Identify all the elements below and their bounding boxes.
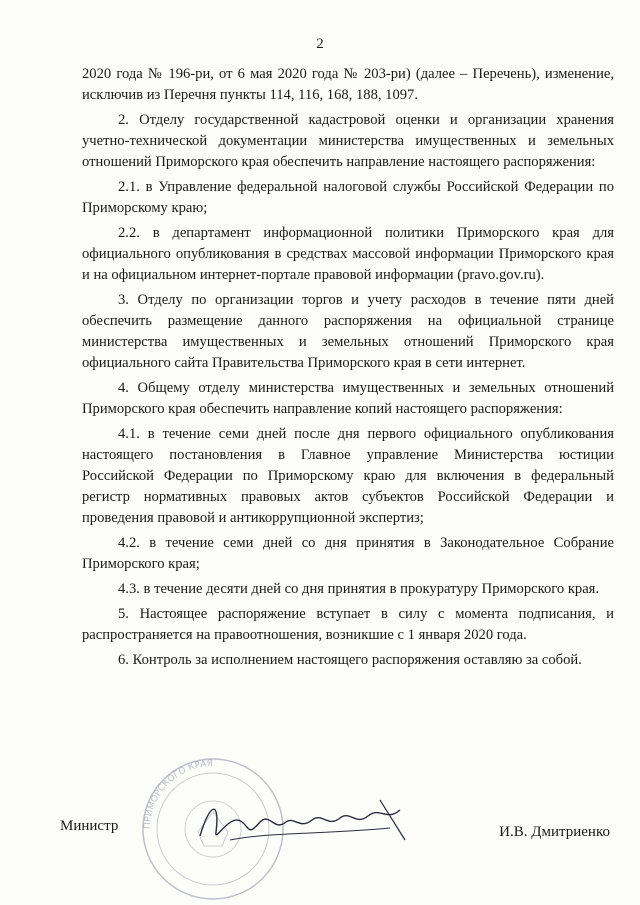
signatory-name: И.В. Дмитриенко — [499, 824, 610, 840]
page-number: 2 — [316, 36, 324, 52]
paragraph-4-1: 4.1. в течение семи дней после дня первого официального опубликования настоящего постановления в Главное управление Министерства юстиции Российской Федерации по Приморскому краю для включения в федеральный регистр нормативных правовых актов субъектов Российской Федерации и проведения правовой и антикоррупционной экспертиз; — [82, 426, 614, 526]
document-body — [82, 64, 614, 675]
paragraph-5: 5. Настоящее распоряжение вступает в силу с момента подписания, и распространяется на правоотношения, возникшие с 1 января 2020 года. — [82, 606, 614, 643]
handwritten-signature — [190, 792, 420, 852]
paragraph-4-2: 4.2. в течение семи дней со дня принятия в Законодательное Собрание Приморского края; — [82, 535, 614, 572]
paragraph-4-3: 4.3. в течение десяти дней со дня принятия в прокуратуру Приморского края. — [118, 581, 600, 597]
paragraph-2-1: 2.1. в Управление федеральной налоговой службы Российской Федерации по Приморскому краю; — [82, 179, 614, 216]
paragraph-4: 4. Общему отделу министерства имущественных и земельных отношений Приморского края обеспечить направление копий настоящего распоряжения: — [82, 380, 614, 417]
paragraph-2-2: 2.2. в департамент информационной политики Приморского края для официального опубликования в средствах массовой информации Приморского края и на официальном интернет-портале правовой информации (pravo.gov.ru). — [82, 225, 614, 283]
signature-block — [60, 758, 620, 880]
paragraph-1: 2020 года № 196-ри, от 6 мая 2020 года № 203-ри) (далее – Перечень), изменение, исключив из Перечня пункты 114, 116, 168, 188, 1097. — [82, 66, 614, 103]
paragraph-2: 2. Отделу государственной кадастровой оценки и организации хранения учетно-технической документации министерства имущественных и земельных отношений Приморского края обеспечить направление настоящего распоряжения: — [82, 112, 614, 170]
paragraph-6: 6. Контроль за исполнением настоящего распоряжения оставляю за собой. — [118, 652, 582, 668]
stamp-text: ПРИМОРСКОГО КРАЯ — [142, 758, 214, 830]
paragraph-3: 3. Отделу по организации торгов и учету расходов в течение пяти дней обеспечить размещение данного распоряжения на официальной странице министерства имущественных и земельных отношений Приморского края официального сайта Правительства Приморского края в сети интернет. — [82, 292, 614, 371]
signatory-role: Министр — [60, 818, 119, 834]
